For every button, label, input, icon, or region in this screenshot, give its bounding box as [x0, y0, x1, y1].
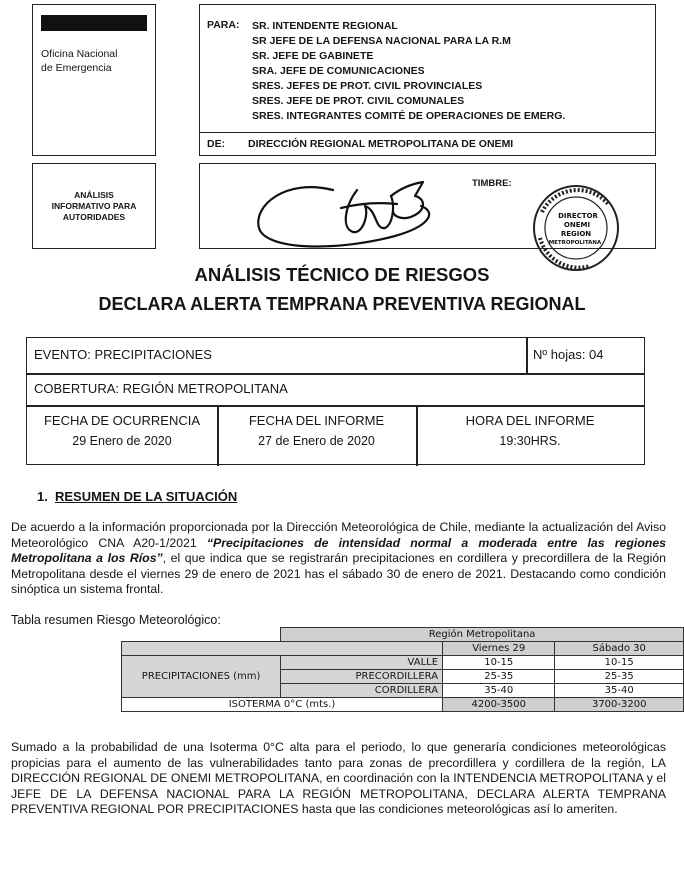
paragraph-text: De acuerdo a la información proporcionada por la Dirección Meteorológica de Chile, mediante la actualización del Aviso Meteorológico CNA A20-1/2021: [11, 520, 666, 550]
recipient: SR. INTENDENTE REGIONAL: [252, 20, 398, 32]
stamp-text: DIRECTOR: [558, 212, 598, 220]
recipient: SR JEFE DE LA DEFENSA NACIONAL PARA LA R.M: [252, 35, 511, 47]
recipient: SR. JEFE DE GABINETE: [252, 50, 374, 62]
table-cell: 10-15: [555, 656, 684, 670]
occurrence-date-label: FECHA DE OCURRENCIA: [43, 413, 201, 428]
analysis-type-box: [32, 163, 156, 249]
recipient: SRES. JEFES DE PROT. CIVIL PROVINCIALES: [252, 80, 483, 92]
table-cell: 10-15: [443, 656, 555, 670]
situation-paragraph: [11, 520, 666, 598]
analysis-label: [33, 190, 155, 223]
redaction-bar: [41, 15, 147, 31]
sender-box: [199, 132, 656, 156]
divider: [27, 405, 644, 407]
table-cell: 25-35: [443, 670, 555, 684]
table-cell: 35-40: [443, 684, 555, 698]
recipient: SRES. JEFE DE PROT. CIVIL COMUNALES: [252, 95, 465, 107]
analysis-line: AUTORIDADES: [62, 212, 126, 222]
weather-risk-table: [121, 627, 684, 712]
table-cell: 25-35: [555, 670, 684, 684]
official-stamp: [530, 182, 622, 274]
event-info-table: [26, 337, 645, 465]
sender-value: DIRECCIÓN REGIONAL METROPOLITANA DE ONEMI: [248, 138, 514, 150]
de-label: DE:: [207, 138, 226, 150]
precip-label: PRECIPITACIONES (mm): [122, 656, 281, 698]
zone-label: VALLE: [281, 656, 443, 670]
table-caption: Tabla resumen Riesgo Meteorológico:: [11, 613, 221, 627]
isotherm-label: ISOTERMA 0°C (mts.): [122, 698, 443, 712]
table-cell: 3700-3200: [555, 698, 684, 712]
document-subtitle: DECLARA ALERTA TEMPRANA PREVENTIVA REGIONAL: [98, 294, 586, 314]
recipients-box: [199, 4, 656, 133]
stamp-text: REGION: [560, 230, 592, 238]
signature-box: [199, 163, 656, 249]
event-label: EVENTO: PRECIPITACIONES: [34, 347, 212, 362]
para-label: PARA:: [207, 19, 240, 31]
office-line-2: de Emergencia: [41, 62, 112, 74]
divider: [526, 338, 528, 373]
declaration-paragraph: Sumado a la probabilidad de una Isoterma 0°C alta para el periodo, lo que generaría condiciones meteorológicas propicias para el aumento de las vulnerabilidades tanto para zonas de precordillera y cordillera de la región, LA DIRECCIÓN REGIONAL DE ONEMI METROPOLITANA, en coordinación con la INTENDENCIA METROPOLITANA y el JEFE DE LA DEFENSA NACIONAL PARA LA REGIÓN METROPOLITANA, DECLARA ALERTA TEMPRANA PREVENTIVA REGIONAL POR PRECIPITACIONES hasta que las condiciones meteorológicas así lo ameriten.: [11, 740, 666, 817]
recipients-list: [252, 19, 565, 124]
coverage-label: COBERTURA: REGIÓN METROPOLITANA: [34, 381, 288, 396]
report-date-label: FECHA DEL INFORME: [248, 413, 385, 428]
stamp-text: ONEMI: [563, 221, 591, 229]
analysis-line: INFORMATIVO PARA: [51, 201, 137, 211]
office-name: [41, 47, 153, 75]
recipient: SRES. INTEGRANTES COMITÉ DE OPERACIONES DE EMERG.: [252, 110, 566, 122]
occurrence-date-value: 29 Enero de 2020: [72, 434, 172, 448]
day-header: Sábado 30: [555, 642, 684, 656]
recipient: SRA. JEFE DE COMUNICACIONES: [252, 65, 425, 77]
report-time-value: 19:30HRS.: [499, 434, 561, 448]
zone-label: PRECORDILLERA: [281, 670, 443, 684]
stamp-text: METROPOLITANA: [548, 240, 602, 246]
timbre-label: TIMBRE:: [472, 178, 512, 189]
analysis-line: ANÁLISIS: [74, 190, 114, 200]
document-title: ANÁLISIS TÉCNICO DE RIESGOS: [194, 264, 490, 285]
blank-header: [122, 642, 443, 656]
signature-image: [245, 166, 445, 261]
section-title: RESUMEN DE LA SITUACIÓN: [55, 489, 238, 504]
paragraph-emphasis: “Precipitaciones de intensidad normal a moderada entre las regiones Metropolitana a los Ríos”: [11, 535, 666, 566]
report-date-value: 27 de Enero de 2020: [258, 434, 375, 448]
office-line-1: Oficina Nacional: [41, 48, 118, 60]
table-cell: 4200-3500: [443, 698, 555, 712]
office-box: [32, 4, 156, 156]
paragraph-text: , el que indica que se registrarán precipitaciones en cordillera y precordillera de la Región Metropolitana desde el viernes 29 de enero de 2021 has el sábado 30 de enero de 2021. Destacando como condición sinóptica un sistema frontal.: [11, 551, 666, 597]
pages-count: Nº hojas: 04: [533, 347, 604, 362]
table-cell: 35-40: [555, 684, 684, 698]
divider: [27, 373, 644, 375]
region-header: Región Metropolitana: [281, 628, 684, 642]
section-number: 1.: [37, 489, 48, 504]
report-time-label: HORA DEL INFORME: [465, 413, 595, 428]
zone-label: CORDILLERA: [281, 684, 443, 698]
day-header: Viernes 29: [443, 642, 555, 656]
